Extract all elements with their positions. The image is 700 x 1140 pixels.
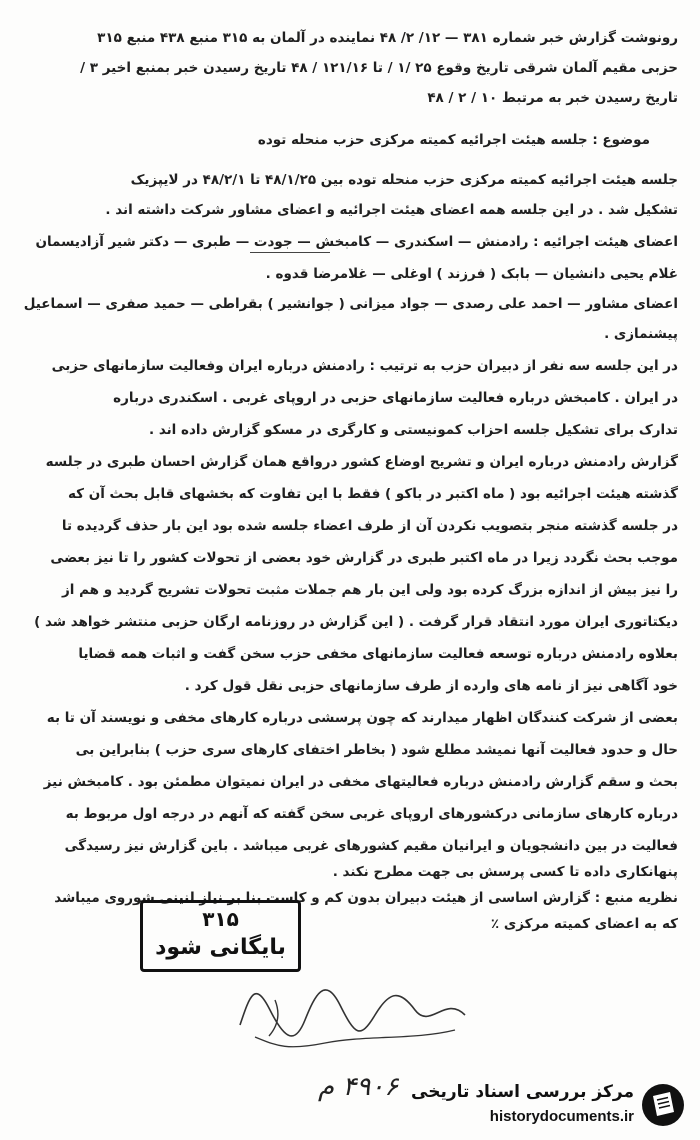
body-line: غلام یحیی دانشیان — بابک ( فرزند ) اوغلی — غلامرضا قدوه . xyxy=(265,266,678,282)
header-line-3: تاریخ رسیدن خبر به مرتبط ۱۰ / ۲ / ۴۸ xyxy=(427,90,678,106)
body-line: در ایران . کامبخش درباره فعالیت سازمانهای حزبی در اروپای غربی . اسکندری درباره xyxy=(113,390,678,406)
body-line: اعضای مشاور — احمد علی رصدی — جواد میزانی ( جوانشیر ) بقراطی — حمید صفری — اسماعیل xyxy=(23,296,678,312)
header-line-1: رونوشت گزارش خبر شماره ۳۸۱ — ۱۲/ ۲/ ۴۸ نماینده در آلمان به ۳۱۵ منبع ۴۳۸ منبع ۳۱۵ xyxy=(97,30,678,46)
body-line: در این جلسه سه نفر از دبیران حزب به ترتیب : رادمنش درباره ایران وفعالیت سازمانهای حزبی xyxy=(51,358,678,374)
body-line: جلسه هیئت اجرائیه کمیته مرکزی حزب منحله توده بین ۴۸/۱/۲۵ تا ۴۸/۲/۱ در لایپزیک xyxy=(130,172,678,188)
body-line: تدارک برای تشکیل جلسه احزاب کمونیستی و کارگری در مسکو گزارش داده اند . xyxy=(148,422,678,438)
body-line: حال و حدود فعالیت آنها نمیشد مطلع شود ( بخاطر اختفای کارهای سری حزب ) بنابراین بی xyxy=(75,742,678,758)
body-line: بحث و سقم گزارش رادمنش درباره فعالیتهای مخفی در ایران نمیتوان مطمئن بود . کامبخش نیز xyxy=(43,774,678,790)
header-line-2: حزبی مقیم آلمان شرقی تاریخ وقوع ۲۵ /۱ / تا ۱۲۱/۱۶ / ۴۸ تاریخ رسیدن خبر بمنبع اخیر ۳ / xyxy=(80,60,678,76)
subject-line: موضوع : جلسه هیئت اجرائیه کمیته مرکزی حزب منحله توده xyxy=(257,132,650,148)
body-line: درباره کارهای سازمانی درکشورهای اروپای غربی سخن گفته که آنهم در درجه اول مربوط به xyxy=(65,806,678,822)
body-line: گزارش رادمنش درباره ایران و تشریح اوضاع کشور درواقع همان گزارش احسان طبری در جلسه xyxy=(45,454,678,470)
body-line: گذشته هیئت اجرائیه بود ( ماه اکتبر در باکو ) فقط با این تفاوت که بخشهای قابل بحث آن که xyxy=(67,486,678,502)
source-opinion-line: نظریه منبع : گزارش اساسی از هیئت دبیران بدون کم و کاست بنا بر نیاز لنینی شوروی میباشد xyxy=(54,890,678,906)
body-line: پیشنمازی . xyxy=(604,326,678,342)
body-line: بعضی از شرکت کنندگان اظهار میدارند که چون پرسشی درباره کارهای مخفی و نویسند آن تا به xyxy=(46,710,678,726)
handwritten-signature xyxy=(215,985,485,1055)
body-line: اعضای هیئت اجرائیه : رادمنش — اسکندری — کامبخش — جودت — طبری — دکتر شیر آزادیسمان xyxy=(35,234,678,250)
source-opinion-line: که به اعضای کمیته مرکزی ٪ xyxy=(490,916,678,932)
archive-stamp xyxy=(140,900,301,972)
stamp-text: بایگانی شود xyxy=(155,935,286,960)
body-line: را نیز بیش از اندازه بزرگ کرده بود ولی این بار هم جملات مثبت تحولات تشریح گردید و هم از xyxy=(61,582,678,598)
stamp-number: ۳۱۵ xyxy=(202,907,239,931)
body-line: در جلسه گذشته منجر بتصویب نکردن آن از طرف اعضاء جلسه شده بود این بار حذف گردیده تا xyxy=(61,518,678,534)
body-line: تشکیل شد . در این جلسه همه اعضای هیئت اجرائیه و اعضای مشاور شرکت داشته اند . xyxy=(105,202,678,218)
body-line: موجب بحث نگردد زیرا در ماه اکتبر طبری در گزارش خود بعضی از تحولات کشور را تا نیز بعضی xyxy=(50,550,678,566)
logo-icon xyxy=(640,1082,686,1128)
body-line: دیکتاتوری ایران مورد انتقاد قرار گرفت . ( این گزارش در روزنامه ارگان حزبی منتشر خواهد شد ) xyxy=(34,614,678,630)
underline-mark xyxy=(250,252,330,253)
logo-url: historydocuments.ir xyxy=(489,1108,634,1125)
archive-logo xyxy=(392,1078,692,1136)
body-line: بعلاوه رادمنش درباره توسعه فعالیت سازمانهای مخفی حزب سخن گفت و اثبات همه قضایا xyxy=(78,646,678,662)
body-line: خود آگاهی نیز از نامه های وارده از طرف سازمانهای حزبی نقل قول کرد . xyxy=(184,678,678,694)
body-line: پنهانکاری داده تا کسی پرسش بی جهت مطرح نکند . xyxy=(332,864,678,880)
handwritten-number: ۴۹۰۶ م xyxy=(318,1072,399,1102)
logo-title: مرکز بررسی اسناد تاریخی xyxy=(411,1082,634,1102)
body-line: فعالیت در بین دانشجویان و ایرانیان مقیم کشورهای غربی میباشد . باین گزارش نیز رسیدگی xyxy=(64,838,678,854)
